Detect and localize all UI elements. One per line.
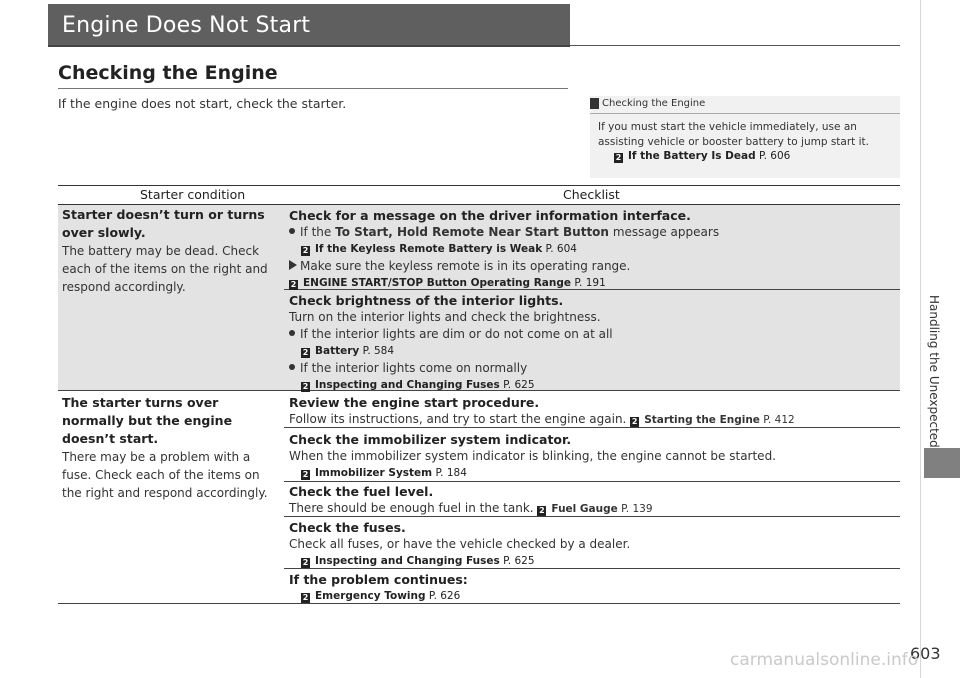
ref-page: P. 625 (503, 555, 535, 567)
bullet-text-pre: If the (300, 225, 332, 239)
ref-title: ENGINE START/STOP Button Operating Range (303, 277, 571, 289)
check-fuses (289, 519, 897, 570)
chapter-side-label-text: Handling the Unexpected (927, 295, 941, 448)
note-marker-icon (590, 98, 599, 109)
bullet-text: If the interior lights are dim or do not come on at all (300, 327, 613, 341)
row-1-condition-title: Starter doesn’t turn or turns over slowly. (62, 207, 265, 240)
check-fuel-level (289, 483, 897, 518)
check-heading: Review the engine start procedure. (289, 395, 540, 410)
arrow-text: Make sure the keyless remote is in its operating range. (300, 259, 631, 273)
note-header (590, 96, 900, 114)
section-title: Checking the Engine (58, 62, 278, 84)
note-ref-page: P. 606 (758, 150, 791, 162)
check-heading: Check for a message on the driver information interface. (289, 208, 691, 223)
cross-reference-icon: 2 (631, 417, 638, 426)
chapter-title: Engine Does Not Start (62, 13, 311, 38)
check-text: Follow its instructions, and try to start the engine again. (289, 412, 627, 426)
ref-page: P. 626 (428, 590, 461, 602)
intro-text: If the engine does not start, check the starter. (58, 96, 347, 111)
cross-reference-icon: 2 (302, 470, 309, 479)
check-text: Turn on the interior lights and check the brightness. (289, 310, 601, 324)
ref-title: Starting the Engine (644, 414, 760, 426)
check-bullet (289, 224, 897, 241)
check-immobilizer-indicator (289, 431, 897, 482)
page-reference[interactable] (630, 414, 795, 426)
note-reference[interactable] (614, 150, 790, 163)
header-rule (570, 45, 900, 46)
sidebar-rule (920, 0, 921, 678)
check-heading: Check the fuses. (289, 520, 406, 535)
check-arrow-line (289, 258, 897, 275)
note-title: Checking the Engine (602, 98, 706, 109)
cross-reference-icon: 2 (302, 593, 309, 602)
bullet-text-post: message appears (612, 225, 720, 239)
check-engine-start-procedure (289, 394, 897, 429)
arrow-right-icon (289, 260, 297, 270)
cross-reference-icon: 2 (302, 558, 309, 567)
check-heading: Check the immobilizer system indicator. (289, 432, 572, 447)
column-header-checklist: Checklist (563, 187, 620, 202)
ref-page: P. 184 (435, 467, 467, 479)
row-2-condition-text: There may be a problem with a fuse. Check each of the items on the right and respond accordingly. (62, 450, 268, 500)
ref-title: Battery (315, 345, 360, 357)
page-reference[interactable] (289, 343, 897, 360)
ref-page: P. 584 (362, 345, 395, 357)
table-top-rule (58, 185, 900, 186)
cross-reference-icon: 2 (615, 153, 622, 162)
ref-page: P. 604 (545, 243, 577, 255)
check-text-line (289, 411, 897, 429)
page-reference[interactable] (289, 588, 897, 605)
ref-title: Fuel Gauge (551, 503, 618, 515)
bullet-icon (289, 364, 295, 370)
row-1-condition-text: The battery may be dead. Check each of the items on the right and respond accordingly. (62, 244, 268, 294)
check-text: There should be enough fuel in the tank. (289, 501, 534, 515)
ref-page: P. 191 (574, 277, 606, 289)
cross-reference-icon: 2 (302, 348, 309, 357)
cross-reference-icon: 2 (290, 280, 297, 289)
check-driver-info-message (289, 207, 897, 292)
chapter-tab[interactable] (924, 448, 960, 478)
bullet-message: To Start, Hold Remote Near Start Button (335, 225, 609, 239)
check-text: When the immobilizer system indicator is blinking, the engine cannot be started. (289, 449, 776, 463)
ref-page: P. 625 (503, 379, 535, 391)
row-2-condition (62, 394, 278, 502)
bullet-icon (289, 330, 295, 336)
page-reference[interactable] (289, 377, 897, 394)
check-problem-continues (289, 571, 897, 605)
title-underline (48, 45, 570, 47)
check-bullet (289, 360, 897, 377)
cross-reference-icon: 2 (539, 506, 545, 515)
bullet-icon (289, 228, 295, 234)
check-text: Check all fuses, or have the vehicle checked by a dealer. (289, 537, 631, 551)
ref-title: Emergency Towing (315, 590, 426, 602)
page-number: 603 (910, 644, 941, 663)
row-2-condition-title: The starter turns over normally but the engine doesn’t start. (62, 395, 233, 446)
ref-page: P. 139 (621, 503, 653, 515)
note-body: If you must start the vehicle immediately, use an assisting vehicle or booster battery to jump start it. (598, 121, 869, 148)
note-ref-title: If the Battery Is Dead (628, 150, 756, 162)
column-header-condition: Starter condition (140, 187, 246, 202)
bullet-text: If the interior lights come on normally (300, 361, 528, 375)
check-heading: Check the fuel level. (289, 484, 434, 499)
check-heading: Check brightness of the interior lights. (289, 293, 564, 308)
cross-reference-icon: 2 (302, 246, 309, 255)
ref-page: P. 412 (763, 414, 795, 426)
chapter-side-label (927, 295, 941, 455)
ref-title: Inspecting and Changing Fuses (315, 379, 500, 391)
check-text-line (289, 500, 897, 518)
page-reference[interactable] (289, 553, 897, 570)
chapter-title-bar (48, 4, 570, 46)
watermark: carmanualsonline.info (730, 650, 919, 670)
page-reference[interactable] (289, 275, 897, 292)
ref-title: Immobilizer System (315, 467, 433, 479)
check-heading: If the problem continues: (289, 572, 468, 587)
page-reference[interactable] (289, 465, 897, 482)
page-reference[interactable] (289, 241, 897, 258)
section-rule (58, 88, 568, 89)
cross-reference-icon: 2 (302, 382, 309, 391)
check-interior-lights (289, 292, 897, 394)
check-bullet (289, 326, 897, 343)
side-note (590, 96, 900, 178)
ref-title: Inspecting and Changing Fuses (315, 555, 500, 567)
row-1-condition (62, 206, 278, 296)
page-reference[interactable] (537, 503, 652, 515)
ref-title: If the Keyless Remote Battery is Weak (315, 243, 543, 255)
